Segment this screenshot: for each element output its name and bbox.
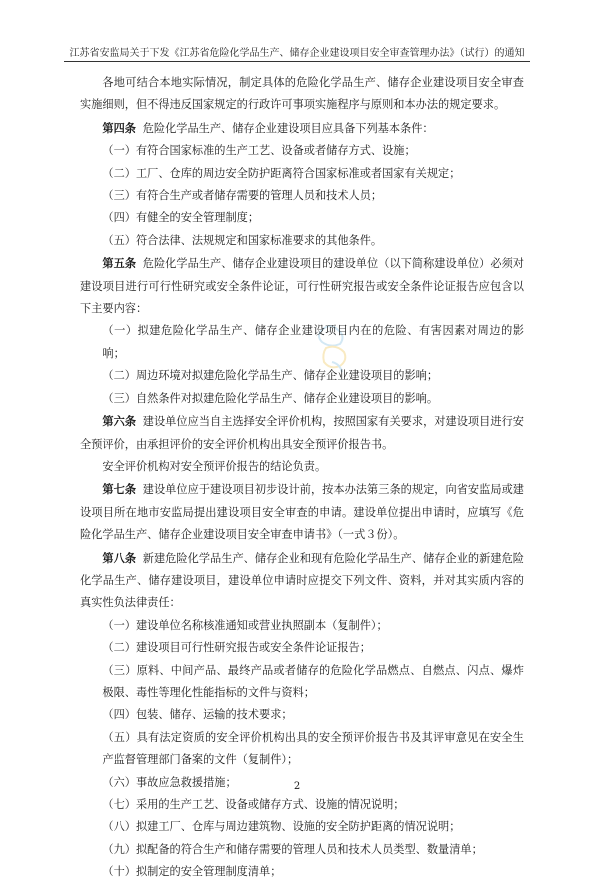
article-label: 第六条: [102, 414, 137, 429]
article-5: [80, 252, 524, 320]
paragraph: 各地可结合本地实际情况，制定具体的危险化学品生产、储存企业建设项目安全审查实施细则，但不得违反国家规定的行政许可事项实施程序与原则和本办法的规定要求。: [80, 76, 524, 112]
article-7: [80, 478, 524, 546]
header-divider: [64, 61, 530, 62]
article-label: 第八条: [102, 550, 137, 565]
paragraph: 安全评价机构对安全预评价报告的结论负责。: [102, 459, 327, 473]
list-item: （一）建设单位名称核准通知或营业执照副本（复制件）；: [102, 618, 388, 632]
list-item: （九）拟配备的符合生产和储存需要的管理人员和技术人员类型、数量清单；: [102, 842, 483, 856]
article-text: 新建危险化学品生产、储存企业和现有危险化学品生产、储存企业的新建危险化学品生产、储存建设项目，建设单位申请时应提交下列文件、资料，并对其实质内容的真实性负法律责任：: [80, 551, 524, 610]
list-item: （三）自然条件对拟建危险化学品生产、储存企业建设项目的影响。: [102, 391, 439, 405]
article-8: [80, 547, 524, 615]
list-item: （二）建设项目可行性研究报告或安全条件论证报告；: [102, 641, 371, 655]
list-item: （四）包装、储存、运输的技术要求；: [102, 708, 293, 722]
list-item: （十）拟制定的安全管理制度清单；: [102, 865, 282, 879]
article-text: 危险化学品生产、储存企业建设项目的建设单位（以下简称建设单位）必须对建设项目进行可行性研究或安全条件论证，可行性研究报告或安全条件论证报告应包含以下主要内容：: [80, 257, 524, 316]
list-item: （七）采用的生产工艺、设备或储存方式、设施的情况说明；: [102, 798, 405, 811]
article-label: 第七条: [102, 482, 137, 497]
page-number: 2: [293, 781, 301, 792]
list-item: （三）有符合生产或者储存需要的管理人员和技术人员；: [102, 189, 383, 203]
article-6: [80, 410, 524, 456]
article-text: 建设单位应于建设项目初步设计前，按本办法第三条的规定，向省安监局或建设项目所在地市安监局提出建设项目安全审查的申请。建设单位提出申请时，应填写《危险化学品生产、储存企业建设项目安全审查申请书》（一式３份）。: [80, 483, 524, 542]
list-item: （二）工厂、仓库的周边安全防护距离符合国家标准或者国家有关规定；: [102, 166, 461, 180]
list-item: （八）拟建工厂、仓库与周边建筑物、设施的安全防护距离的情况说明；: [102, 820, 461, 834]
list-item: （二）周边环境对拟建危险化学品生产、储存企业建设项目的影响；: [102, 369, 439, 383]
list-item: （五）具有法定资质的安全评价机构出具的安全预评价报告书及其评审意见在安全生产监督管理部门备案的文件（复制件）；: [102, 730, 524, 767]
article-label: 第四条: [102, 120, 136, 135]
list-item: （一）有符合国家标准的生产工艺、设备或者储存方式、设施；: [102, 144, 416, 158]
article-text: 危险化学品生产、储存企业建设项目应具备下列基本条件：: [142, 121, 434, 135]
page-header: 江苏省安监局关于下发《江苏省危险化学品生产、储存企业建设项目安全审查管理办法》（试行）的通知: [69, 48, 525, 59]
article-text: 建设单位应当自主选择安全评价机构，按照国家有关要求，对建设项目进行安全预评价，由承担评价的安全评价机构出具安全预评价报告书。: [80, 415, 524, 451]
list-item: （四）有健全的安全管理制度；: [102, 211, 260, 225]
list-item: （六）事故应急救援措施；: [102, 775, 237, 789]
article-label: 第五条: [102, 256, 137, 271]
article-4: [80, 117, 524, 140]
document-body: [80, 72, 524, 884]
list-item: （三）原料、中间产品、最终产品或者储存的危险化学品燃点、自燃点、闪点、爆炸极限、毒性等理化性能指标的文件与资料；: [102, 663, 524, 699]
list-item: （一）拟建危险化学品生产、储存企业建设项目内在的危险、有害因素对周边的影响；: [102, 324, 524, 360]
list-item: （五）符合法律、法规规定和国家标准要求的其他条件。: [102, 233, 383, 247]
